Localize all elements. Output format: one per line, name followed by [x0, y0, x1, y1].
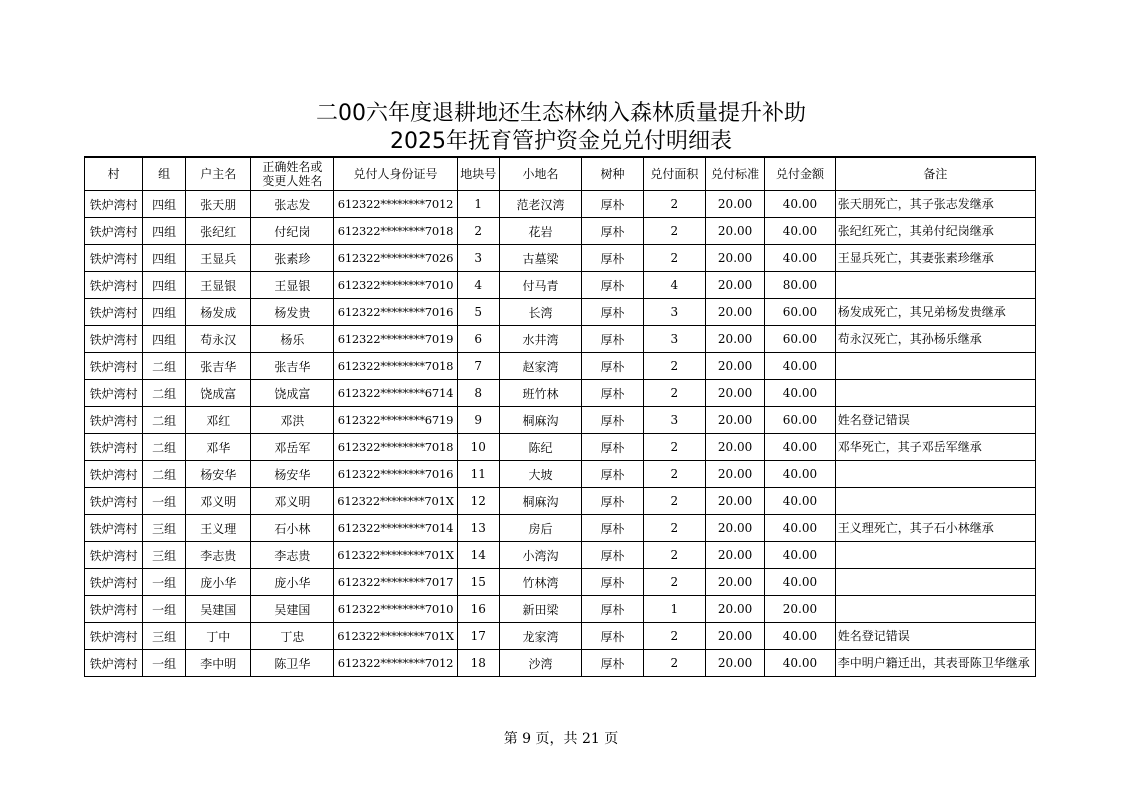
cell-standard: 20.00 — [705, 326, 764, 353]
table-header-row — [85, 157, 1036, 191]
cell-remarks — [835, 569, 1035, 596]
cell-id-number: 612322********7016 — [334, 299, 458, 326]
cell-household-head: 杨发成 — [186, 299, 251, 326]
header-col-place-name: 小地名 — [499, 157, 582, 191]
cell-area: 2 — [643, 191, 705, 218]
cell-id-number: 612322********7012 — [334, 650, 458, 677]
cell-id-number: 612322********7012 — [334, 191, 458, 218]
cell-id-number: 612322********7010 — [334, 272, 458, 299]
cell-group: 四组 — [143, 326, 186, 353]
cell-village: 铁炉湾村 — [85, 299, 143, 326]
header-col-remarks: 备注 — [835, 157, 1035, 191]
header-col-amount: 兑付金额 — [765, 157, 835, 191]
cell-standard: 20.00 — [705, 434, 764, 461]
cell-remarks: 张纪红死亡，其弟付纪岗继承 — [835, 218, 1035, 245]
cell-group: 一组 — [143, 569, 186, 596]
table-row — [85, 434, 1036, 461]
cell-plot-no: 14 — [457, 542, 499, 569]
cell-area: 2 — [643, 569, 705, 596]
cell-place-name: 桐麻沟 — [499, 488, 582, 515]
cell-household-head: 邓华 — [186, 434, 251, 461]
cell-id-number: 612322********7019 — [334, 326, 458, 353]
cell-village: 铁炉湾村 — [85, 434, 143, 461]
cell-household-head: 苟永汉 — [186, 326, 251, 353]
cell-tree-species: 厚朴 — [582, 380, 643, 407]
cell-remarks: 张天朋死亡，其子张志发继承 — [835, 191, 1035, 218]
cell-amount: 40.00 — [765, 245, 835, 272]
cell-id-number: 612322********7014 — [334, 515, 458, 542]
cell-household-head: 王显兵 — [186, 245, 251, 272]
cell-standard: 20.00 — [705, 272, 764, 299]
table-row — [85, 650, 1036, 677]
cell-plot-no: 16 — [457, 596, 499, 623]
cell-group: 四组 — [143, 245, 186, 272]
cell-correct-name: 饶成富 — [251, 380, 334, 407]
cell-amount: 40.00 — [765, 488, 835, 515]
cell-amount: 40.00 — [765, 380, 835, 407]
cell-amount: 40.00 — [765, 650, 835, 677]
header-col-plot-no: 地块号 — [457, 157, 499, 191]
cell-place-name: 水井湾 — [499, 326, 582, 353]
cell-plot-no: 3 — [457, 245, 499, 272]
cell-correct-name: 张素珍 — [251, 245, 334, 272]
cell-household-head: 邓义明 — [186, 488, 251, 515]
cell-correct-name: 付纪岗 — [251, 218, 334, 245]
cell-id-number: 612322********7017 — [334, 569, 458, 596]
cell-household-head: 张天朋 — [186, 191, 251, 218]
cell-household-head: 王显银 — [186, 272, 251, 299]
table-row — [85, 461, 1036, 488]
page-footer: 第 9 页，共 21 页 — [503, 731, 619, 747]
cell-place-name: 班竹林 — [499, 380, 582, 407]
cell-standard: 20.00 — [705, 488, 764, 515]
cell-place-name: 桐麻沟 — [499, 407, 582, 434]
cell-area: 2 — [643, 623, 705, 650]
cell-village: 铁炉湾村 — [85, 515, 143, 542]
cell-plot-no: 11 — [457, 461, 499, 488]
cell-area: 2 — [643, 650, 705, 677]
table-row — [85, 326, 1036, 353]
table-body — [85, 191, 1036, 677]
cell-remarks — [835, 380, 1035, 407]
cell-group: 三组 — [143, 542, 186, 569]
cell-group: 一组 — [143, 596, 186, 623]
cell-plot-no: 7 — [457, 353, 499, 380]
table-row — [85, 380, 1036, 407]
cell-remarks — [835, 488, 1035, 515]
cell-village: 铁炉湾村 — [85, 272, 143, 299]
cell-group: 二组 — [143, 434, 186, 461]
cell-area: 2 — [643, 380, 705, 407]
cell-plot-no: 12 — [457, 488, 499, 515]
cell-place-name: 房后 — [499, 515, 582, 542]
cell-place-name: 古墓梁 — [499, 245, 582, 272]
cell-standard: 20.00 — [705, 191, 764, 218]
cell-correct-name: 李志贵 — [251, 542, 334, 569]
cell-village: 铁炉湾村 — [85, 623, 143, 650]
cell-remarks: 苟永汉死亡，其孙杨乐继承 — [835, 326, 1035, 353]
cell-area: 2 — [643, 353, 705, 380]
cell-standard: 20.00 — [705, 515, 764, 542]
cell-correct-name: 杨乐 — [251, 326, 334, 353]
cell-area: 3 — [643, 326, 705, 353]
cell-village: 铁炉湾村 — [85, 245, 143, 272]
cell-tree-species: 厚朴 — [582, 650, 643, 677]
table-row — [85, 218, 1036, 245]
table-row — [85, 245, 1036, 272]
cell-village: 铁炉湾村 — [85, 461, 143, 488]
table-row — [85, 299, 1036, 326]
cell-group: 三组 — [143, 623, 186, 650]
cell-tree-species: 厚朴 — [582, 623, 643, 650]
cell-tree-species: 厚朴 — [582, 272, 643, 299]
table-row — [85, 542, 1036, 569]
cell-household-head: 王义理 — [186, 515, 251, 542]
cell-tree-species: 厚朴 — [582, 299, 643, 326]
cell-tree-species: 厚朴 — [582, 434, 643, 461]
cell-village: 铁炉湾村 — [85, 650, 143, 677]
cell-remarks — [835, 596, 1035, 623]
page-title-line2: 2025年抚育管护资金兑兑付明细表 — [390, 129, 732, 154]
cell-id-number: 612322********7016 — [334, 461, 458, 488]
cell-place-name: 新田梁 — [499, 596, 582, 623]
table-row — [85, 623, 1036, 650]
cell-correct-name: 邓义明 — [251, 488, 334, 515]
cell-standard: 20.00 — [705, 569, 764, 596]
cell-correct-name: 杨发贵 — [251, 299, 334, 326]
cell-amount: 40.00 — [765, 218, 835, 245]
table-row — [85, 569, 1036, 596]
cell-standard: 20.00 — [705, 461, 764, 488]
cell-remarks: 王显兵死亡，其妻张素珍继承 — [835, 245, 1035, 272]
cell-plot-no: 18 — [457, 650, 499, 677]
cell-amount: 40.00 — [765, 515, 835, 542]
cell-id-number: 612322********7026 — [334, 245, 458, 272]
cell-id-number: 612322********7018 — [334, 353, 458, 380]
cell-remarks: 李中明户籍迁出，其表哥陈卫华继承 — [835, 650, 1035, 677]
cell-tree-species: 厚朴 — [582, 245, 643, 272]
cell-remarks: 邓华死亡，其子邓岳军继承 — [835, 434, 1035, 461]
cell-id-number: 612322********701X — [334, 623, 458, 650]
cell-correct-name: 杨安华 — [251, 461, 334, 488]
cell-village: 铁炉湾村 — [85, 353, 143, 380]
cell-place-name: 赵家湾 — [499, 353, 582, 380]
cell-amount: 60.00 — [765, 407, 835, 434]
cell-plot-no: 10 — [457, 434, 499, 461]
header-col-correct-name: 正确姓名或 变更人姓名 — [251, 157, 334, 191]
cell-place-name: 竹林湾 — [499, 569, 582, 596]
cell-id-number: 612322********7018 — [334, 218, 458, 245]
cell-group: 四组 — [143, 218, 186, 245]
cell-tree-species: 厚朴 — [582, 515, 643, 542]
cell-id-number: 612322********701X — [334, 542, 458, 569]
cell-area: 3 — [643, 407, 705, 434]
header-col-household-head: 户主名 — [186, 157, 251, 191]
cell-standard: 20.00 — [705, 650, 764, 677]
cell-id-number: 612322********701X — [334, 488, 458, 515]
header-col-standard: 兑付标准 — [705, 157, 764, 191]
cell-village: 铁炉湾村 — [85, 218, 143, 245]
cell-amount: 40.00 — [765, 353, 835, 380]
cell-household-head: 庞小华 — [186, 569, 251, 596]
cell-id-number: 612322********6714 — [334, 380, 458, 407]
cell-plot-no: 1 — [457, 191, 499, 218]
cell-group: 一组 — [143, 488, 186, 515]
cell-area: 2 — [643, 218, 705, 245]
cell-tree-species: 厚朴 — [582, 488, 643, 515]
cell-village: 铁炉湾村 — [85, 191, 143, 218]
cell-plot-no: 17 — [457, 623, 499, 650]
cell-area: 1 — [643, 596, 705, 623]
cell-remarks — [835, 461, 1035, 488]
table-row — [85, 515, 1036, 542]
cell-remarks: 姓名登记错误 — [835, 407, 1035, 434]
cell-standard: 20.00 — [705, 299, 764, 326]
header-col-village: 村 — [85, 157, 143, 191]
cell-area: 2 — [643, 542, 705, 569]
cell-remarks — [835, 353, 1035, 380]
cell-remarks — [835, 542, 1035, 569]
table-row — [85, 488, 1036, 515]
cell-place-name: 花岩 — [499, 218, 582, 245]
cell-correct-name: 庞小华 — [251, 569, 334, 596]
cell-amount: 80.00 — [765, 272, 835, 299]
cell-amount: 40.00 — [765, 461, 835, 488]
cell-village: 铁炉湾村 — [85, 569, 143, 596]
cell-group: 二组 — [143, 407, 186, 434]
cell-household-head: 杨安华 — [186, 461, 251, 488]
cell-group: 四组 — [143, 272, 186, 299]
payment-table — [84, 156, 1036, 677]
cell-group: 二组 — [143, 461, 186, 488]
cell-amount: 60.00 — [765, 299, 835, 326]
cell-amount: 20.00 — [765, 596, 835, 623]
cell-amount: 60.00 — [765, 326, 835, 353]
cell-correct-name: 陈卫华 — [251, 650, 334, 677]
cell-id-number: 612322********7010 — [334, 596, 458, 623]
cell-village: 铁炉湾村 — [85, 488, 143, 515]
cell-tree-species: 厚朴 — [582, 569, 643, 596]
cell-plot-no: 13 — [457, 515, 499, 542]
cell-household-head: 邓红 — [186, 407, 251, 434]
table-row — [85, 272, 1036, 299]
cell-group: 四组 — [143, 191, 186, 218]
cell-tree-species: 厚朴 — [582, 326, 643, 353]
cell-area: 2 — [643, 434, 705, 461]
header-col-group: 组 — [143, 157, 186, 191]
cell-village: 铁炉湾村 — [85, 380, 143, 407]
cell-remarks: 王义理死亡，其子石小林继承 — [835, 515, 1035, 542]
cell-plot-no: 8 — [457, 380, 499, 407]
cell-correct-name: 张吉华 — [251, 353, 334, 380]
cell-standard: 20.00 — [705, 218, 764, 245]
cell-area: 3 — [643, 299, 705, 326]
cell-id-number: 612322********7018 — [334, 434, 458, 461]
cell-amount: 40.00 — [765, 623, 835, 650]
cell-group: 二组 — [143, 353, 186, 380]
cell-plot-no: 9 — [457, 407, 499, 434]
cell-standard: 20.00 — [705, 542, 764, 569]
table-row — [85, 191, 1036, 218]
cell-correct-name: 丁忠 — [251, 623, 334, 650]
cell-group: 一组 — [143, 650, 186, 677]
cell-area: 2 — [643, 245, 705, 272]
table-row — [85, 596, 1036, 623]
cell-plot-no: 2 — [457, 218, 499, 245]
table-row — [85, 407, 1036, 434]
cell-remarks: 姓名登记错误 — [835, 623, 1035, 650]
cell-remarks — [835, 272, 1035, 299]
cell-village: 铁炉湾村 — [85, 542, 143, 569]
cell-area: 2 — [643, 461, 705, 488]
cell-correct-name: 石小林 — [251, 515, 334, 542]
cell-amount: 40.00 — [765, 569, 835, 596]
cell-tree-species: 厚朴 — [582, 461, 643, 488]
cell-place-name: 范老汉湾 — [499, 191, 582, 218]
cell-plot-no: 15 — [457, 569, 499, 596]
cell-correct-name: 张志发 — [251, 191, 334, 218]
cell-household-head: 吴建国 — [186, 596, 251, 623]
cell-place-name: 小湾沟 — [499, 542, 582, 569]
header-col-id-number: 兑付人身份证号 — [334, 157, 458, 191]
cell-amount: 40.00 — [765, 434, 835, 461]
cell-tree-species: 厚朴 — [582, 353, 643, 380]
cell-remarks: 杨发成死亡，其兄弟杨发贵继承 — [835, 299, 1035, 326]
cell-plot-no: 5 — [457, 299, 499, 326]
cell-group: 四组 — [143, 299, 186, 326]
cell-place-name: 付马青 — [499, 272, 582, 299]
cell-household-head: 李中明 — [186, 650, 251, 677]
cell-group: 三组 — [143, 515, 186, 542]
table-row — [85, 353, 1036, 380]
cell-tree-species: 厚朴 — [582, 596, 643, 623]
cell-household-head: 丁中 — [186, 623, 251, 650]
cell-village: 铁炉湾村 — [85, 326, 143, 353]
cell-standard: 20.00 — [705, 407, 764, 434]
cell-tree-species: 厚朴 — [582, 542, 643, 569]
cell-household-head: 张吉华 — [186, 353, 251, 380]
cell-village: 铁炉湾村 — [85, 407, 143, 434]
cell-plot-no: 6 — [457, 326, 499, 353]
cell-place-name: 沙湾 — [499, 650, 582, 677]
cell-household-head: 李志贵 — [186, 542, 251, 569]
cell-group: 二组 — [143, 380, 186, 407]
cell-correct-name: 王显银 — [251, 272, 334, 299]
cell-plot-no: 4 — [457, 272, 499, 299]
cell-household-head: 饶成富 — [186, 380, 251, 407]
page-title-line1: 二00六年度退耕地还生态林纳入森林质量提升补助 — [316, 101, 806, 126]
cell-correct-name: 邓洪 — [251, 407, 334, 434]
cell-amount: 40.00 — [765, 542, 835, 569]
cell-place-name: 陈纪 — [499, 434, 582, 461]
cell-place-name: 大坡 — [499, 461, 582, 488]
cell-id-number: 612322********6719 — [334, 407, 458, 434]
cell-standard: 20.00 — [705, 596, 764, 623]
cell-tree-species: 厚朴 — [582, 218, 643, 245]
cell-village: 铁炉湾村 — [85, 596, 143, 623]
cell-standard: 20.00 — [705, 623, 764, 650]
cell-place-name: 龙家湾 — [499, 623, 582, 650]
cell-correct-name: 邓岳军 — [251, 434, 334, 461]
cell-tree-species: 厚朴 — [582, 191, 643, 218]
cell-amount: 40.00 — [765, 191, 835, 218]
cell-standard: 20.00 — [705, 353, 764, 380]
cell-tree-species: 厚朴 — [582, 407, 643, 434]
cell-correct-name: 吴建国 — [251, 596, 334, 623]
cell-household-head: 张纪红 — [186, 218, 251, 245]
cell-standard: 20.00 — [705, 245, 764, 272]
cell-standard: 20.00 — [705, 380, 764, 407]
cell-place-name: 长湾 — [499, 299, 582, 326]
cell-area: 2 — [643, 488, 705, 515]
header-col-tree-species: 树种 — [582, 157, 643, 191]
cell-area: 2 — [643, 515, 705, 542]
cell-area: 4 — [643, 272, 705, 299]
header-col-area: 兑付面积 — [643, 157, 705, 191]
